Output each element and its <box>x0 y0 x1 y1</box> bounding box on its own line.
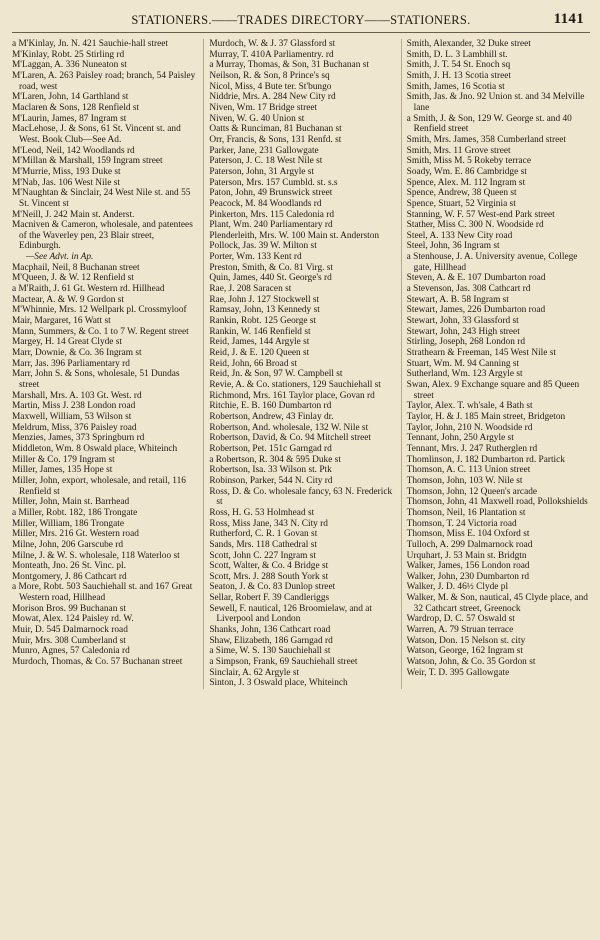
directory-entry: a Simpson, Frank, 69 Sauchiehall street <box>209 657 358 668</box>
directory-entry: Warren, A. 79 Struan terrace <box>406 625 514 636</box>
directory-entry: Swan, Alex. 9 Exchange square and 85 Queen street <box>406 380 580 401</box>
directory-entry: Niddrie, Mrs. A. 284 New City rd <box>209 92 336 103</box>
directory-entry: M'Laggan, A. 336 Nuneaton st <box>12 60 127 71</box>
directory-entry: Montgomery, J. 86 Cathcart rd <box>12 571 127 582</box>
directory-entry: Rae, John J. 127 Stockwell st <box>209 294 320 305</box>
directory-entry: Macniven & Cameron, wholesale, and patentees of the Waverley pen, 23 Blair street, Edinburgh. <box>12 220 193 252</box>
directory-entry: Morison Bros. 99 Buchanan st <box>12 603 126 614</box>
directory-entry: Stather, Miss C. 300 N. Woodside rd <box>406 220 544 231</box>
directory-entry: Robertson, David, & Co. 94 Mitchell street <box>209 433 372 444</box>
directory-entry: Preston, Smith, & Co. 81 Virg. st <box>209 262 334 273</box>
directory-entry: M'Neill, J. 242 Main st. Anderst. <box>12 209 135 220</box>
directory-entry: Miller, John, Main st. Barrhead <box>12 497 130 508</box>
directory-entry: Thomson, T. 24 Victoria road <box>406 518 517 529</box>
directory-entry: Robertson, Isa. 33 Wilson st. Ptk <box>209 465 332 476</box>
directory-entry: a Stevenson, Jas. 308 Cathcart rd <box>406 284 531 295</box>
directory-entry: Murray, T. 410A Parliamentry. rd <box>209 49 334 60</box>
directory-entry: Rankin, W. 146 Renfield st <box>209 326 311 337</box>
directory-entry: Stewart, John, 33 Glassford st <box>406 316 519 327</box>
directory-entry: Murdoch, W. & J. 37 Glassford st <box>209 39 336 49</box>
directory-entry: Miller, John, export, wholesale, and retail, 116 Renfield st <box>12 475 186 497</box>
directory-entry: Miller, William, 186 Trongate <box>12 518 124 529</box>
directory-entry: Wardrop, D. C. 57 Oswald st <box>406 614 515 625</box>
directory-entry: Reid, John, 66 Broad st <box>209 358 298 369</box>
directory-entry: Thomlinson, J. 182 Dumbarton rd. Partick <box>406 454 565 465</box>
directory-entry: Nicol, Miss, 4 Bute ter. St'bungo <box>209 81 332 92</box>
directory-entry: Mann, Summers, & Co. 1 to 7 W. Regent street <box>12 326 189 337</box>
directory-entry: Smith, Jas. & Jno. 92 Union st. and 34 Melville lane <box>406 92 585 113</box>
directory-entry: Rutherford, C. R. 1 Govan st <box>209 529 318 540</box>
directory-entry: Stuart, Wm. M. 94 Canning st <box>406 358 520 369</box>
directory-entry: Robertson, Pet. 151c Garngad rd <box>209 443 332 454</box>
directory-entry: a Sime, W. S. 130 Sauchiehall st <box>209 646 331 657</box>
directory-entry: Muir, D. 545 Dalmarnock road <box>12 625 128 636</box>
directory-entry: Reid, J. & E. 120 Queen st <box>209 348 310 359</box>
directory-entry: Margey, H. 14 Great Clyde st <box>12 337 123 348</box>
directory-entry: Muir, Mrs. 308 Cumberland st <box>12 635 126 646</box>
directory-entry: Ross, D. & Co. wholesale fancy, 63 N. Frederick st <box>209 486 393 508</box>
directory-entry: M'Naughtan & Sinclair, 24 West Nile st. and 55 St. Vincent st <box>12 188 191 209</box>
directory-entry: Stanning, W. F. 57 West-end Park street <box>406 209 555 220</box>
directory-entry: Taylor, H. & J. 185 Main street, Bridgeton <box>406 411 566 422</box>
directory-entry: Reid, James, 144 Argyle st <box>209 337 310 348</box>
directory-entry: Watson, Don. 15 Nelson st. city <box>406 635 526 646</box>
directory-entry: a M'Raith, J. 61 Gt. Western rd. Hillhead <box>12 284 165 295</box>
directory-entry: Murdoch, Thomas, & Co. 57 Buchanan street <box>12 657 183 668</box>
directory-entry: Thomson, John, 103 W. Nile st <box>406 475 523 486</box>
directory-entry: Weir, T. D. 395 Gallowgate <box>406 667 510 678</box>
directory-entry: Revie, A. & Co. stationers, 129 Sauchiehall st <box>209 380 381 390</box>
directory-entry: Walker, James, 156 London road <box>406 561 530 572</box>
directory-entry: Miller, James, 135 Hope st <box>12 465 113 476</box>
directory-entry: Munro, Agnes, 57 Caledonia rd <box>12 646 130 657</box>
directory-entry: M'Leod, Neil, 142 Woodlands rd <box>12 145 135 156</box>
directory-entry: Watson, George, 162 Ingram st <box>406 646 524 657</box>
directory-entry: Stewart, James, 226 Dumbarton road <box>406 305 546 316</box>
directory-entry: Spence, Alex. M. 112 Ingram st <box>406 177 526 188</box>
directory-entry: Mactear, A. & W. 9 Gordon st <box>12 294 124 305</box>
directory-entry: M'Kinlay, Robt. 25 Stirling rd <box>12 49 125 60</box>
directory-entry: Pollock, Jas. 39 W. Milton st <box>209 241 317 252</box>
directory-entry: Quin, James, 440 St. George's rd <box>209 273 332 284</box>
page-number: 1141 <box>553 11 584 27</box>
directory-entry: Thomson, John, 41 Maxwell road, Pollokshields <box>406 497 588 508</box>
directory-entry: Tennant, John, 250 Argyle st <box>406 433 514 444</box>
directory-entry: Spence, Stuart, 52 Virginia st <box>406 198 516 209</box>
directory-entry: Tulloch, A. 299 Dalmarnock road <box>406 539 533 550</box>
column-3 <box>401 39 590 689</box>
directory-entry: Seaton, J. & Co. 83 Dunlop street <box>209 582 336 593</box>
directory-entry: Miller & Co. 179 Ingram st <box>12 454 115 465</box>
page-header <box>12 10 590 33</box>
directory-entry: Porter, Wm. 133 Kent rd <box>209 252 302 263</box>
directory-entry: a More, Robt. 503 Sauchiehall st. and 167 Great Western road, Hillhead <box>12 582 193 604</box>
directory-entry: Paton, John, 49 Brunswick street <box>209 188 333 199</box>
directory-entry: Smith, James, 16 Scotia st <box>406 81 505 92</box>
directory-entry: Urquhart, J. 53 Main st. Bridgtn <box>406 550 527 561</box>
directory-entry: Robinson, Parker, 544 N. City rd <box>209 475 333 486</box>
directory-entry: Milne, J. & W. S. wholesale, 118 Waterloo st <box>12 550 180 561</box>
directory-entry: Tennant, Mrs. J. 247 Rutherglen rd <box>406 443 538 454</box>
directory-entry: a Stenhouse, J. A. University avenue, College gate, Hillhead <box>406 252 578 273</box>
directory-entry: Menzies, James, 373 Springburn rd <box>12 433 145 444</box>
directory-entry: Scott, Walter, & Co. 4 Bridge st <box>209 561 329 572</box>
directory-entry: Peacock, M. 84 Woodlands rd <box>209 198 322 209</box>
directory-entry: Spence, Andrew, 38 Queen st <box>406 188 517 199</box>
directory-entry: Mowat, Alex. 124 Paisley rd. W. <box>12 614 134 625</box>
directory-entry: Richmond, Mrs. 161 Taylor place, Govan rd <box>209 390 375 401</box>
directory-entry: Strathearn & Freeman, 145 West Nile st <box>406 348 556 359</box>
directory-entry: Thomson, Neil, 16 Plantation st <box>406 507 526 518</box>
directory-entry: Steel, John, 36 Ingram st <box>406 241 500 252</box>
directory-entry: Ritchie, E. B. 160 Dumbarton rd <box>209 401 332 412</box>
directory-entry: Shaw, Elizabeth, 186 Garngad rd <box>209 635 333 646</box>
directory-entry: Scott, Mrs. J. 288 South York st <box>209 571 329 582</box>
directory-entry: a Smith, J. & Son, 129 W. George st. and 40 Renfield street <box>406 113 572 135</box>
directory-entry: Shanks, John, 136 Cathcart road <box>209 625 331 636</box>
directory-entry: Oatts & Runciman, 81 Buchanan st <box>209 124 342 135</box>
directory-entry: Sellar, Robert F. 39 Candleriggs <box>209 593 330 604</box>
directory-entry: Monteath, Jno. 26 St. Vinc. pl. <box>12 561 126 572</box>
directory-entry: Martin, Miss J. 238 London road <box>12 401 136 412</box>
directory-entry: Rankin, Robt. 125 George st <box>209 316 317 327</box>
directory-entry: M'Queen, J. & W. 12 Renfield st <box>12 273 134 284</box>
directory-entry: Sinton, J. 3 Oswald place, Whiteinch <box>209 678 348 689</box>
directory-entry: Miller, Mrs. 216 Gt. Western road <box>12 529 139 540</box>
directory-entry: Sutherland, Wm. 123 Argyle st <box>406 369 523 380</box>
directory-entry: Sewell, F. nautical, 126 Broomielaw, and at Liverpool and London <box>209 603 372 625</box>
directory-entry: MacLehose, J. & Sons, 61 St. Vincent st. and West. Book Club—See Ad. <box>12 124 181 145</box>
directory-entry: Smith, Miss M. 5 Rokeby terrace <box>406 156 531 167</box>
directory-entry: Ramsay, John, 13 Kennedy st <box>209 305 320 316</box>
directory-entry: Reid, Jn. & Son, 97 W. Campbell st <box>209 369 343 380</box>
directory-entry: Neilson, R. & Son, 8 Prince's sq <box>209 70 330 81</box>
directory-entry: Marr, Downie, & Co. 36 Ingram st <box>12 348 142 359</box>
directory-entry: —See Advt. in Ap. <box>26 252 94 263</box>
directory-entry: Thomson, Miss E. 104 Oxford st <box>406 529 530 540</box>
directory-entry: a M'Kinlay, Jn. N. 421 Sauchie-hall street <box>12 39 168 49</box>
directory-entry: Milne, John, 206 Garscube rd <box>12 539 124 550</box>
directory-entry: Marshall, Mrs. A. 103 Gt. West. rd <box>12 390 142 401</box>
directory-entry: M'Laurin, James, 87 Ingram st <box>12 113 127 124</box>
directory-entry: Taylor, John, 210 N. Woodside rd <box>406 422 533 433</box>
directory-entry: Walker, John, 230 Dumbarton rd <box>406 571 530 582</box>
directory-entry: Stewart, John, 243 High street <box>406 326 520 337</box>
directory-entry: Thomson, A. C. 113 Union street <box>406 465 531 476</box>
directory-entry: Smith, Alexander, 32 Duke street <box>406 39 531 49</box>
directory-entry: Niven, W. G. 40 Union st <box>209 113 305 124</box>
directory-entry: Steven, A. & E. 107 Dumbarton road <box>406 273 546 284</box>
directory-entry: Macphail, Neil, 8 Buchanan street <box>12 262 140 273</box>
directory-entry: Plant, Wm. 240 Parliamentary rd <box>209 220 333 231</box>
directory-entry: Pinkerton, Mrs. 115 Caledonia rd <box>209 209 335 220</box>
directory-entry: Rae, J. 208 Saracen st <box>209 284 292 295</box>
column-1 <box>12 39 195 689</box>
directory-entry: M'Whinnie, Mrs. 12 Wellpark pl. Crossmyloof <box>12 305 187 316</box>
directory-entry: Maclaren & Sons, 128 Renfield st <box>12 102 140 113</box>
directory-entry: Walker, M. & Son, nautical, 45 Clyde place, and 32 Cathcart street, Greenock <box>406 593 588 614</box>
directory-entry: Smith, Mrs. 11 Grove street <box>406 145 511 156</box>
directory-entry: Maxwell, William, 53 Wilson st <box>12 411 132 422</box>
directory-entry: Walker, J. D. 46½ Clyde pl <box>406 582 509 593</box>
directory-entry: Niven, Wm. 17 Bridge street <box>209 102 318 113</box>
directory-entry: Smith, Mrs. James, 358 Cumberland street <box>406 134 567 145</box>
directory-entry: Marr, Jas. 396 Parliamentary rd <box>12 358 130 369</box>
directory-entry: Ross, Miss Jane, 343 N. City rd <box>209 518 328 529</box>
directory-entry: a Murray, Thomas, & Son, 31 Buchanan st <box>209 60 369 71</box>
directory-entry: Parker, Jane, 231 Gallowgate <box>209 145 319 156</box>
running-title: STATIONERS.——TRADES DIRECTORY——STATIONERS. <box>131 13 471 27</box>
directory-entry: M'Laren, A. 263 Paisley road; branch, 54 Paisley road, west <box>12 70 196 92</box>
directory-entry: Steel, A. 133 New City road <box>406 230 513 241</box>
directory-entry: a Robertson, R. 304 & 595 Duke st <box>209 454 341 465</box>
directory-entry: Sinclair, A. 62 Argyle st <box>209 667 300 678</box>
directory-columns <box>12 39 590 689</box>
directory-entry: Scott, John C. 227 Ingram st <box>209 550 317 561</box>
directory-entry: Plenderleith, Mrs. W. 100 Main st. Anderston <box>209 230 380 241</box>
directory-entry: M'Nab, Jas. 106 West Nile st <box>12 177 120 188</box>
directory-entry: Robertson, And. wholesale, 132 W. Nile st <box>209 422 369 433</box>
directory-entry: Smith, J. T. 54 St. Enoch sq <box>406 60 511 71</box>
directory-entry: Robertson, Andrew, 43 Finlay dr. <box>209 411 334 422</box>
directory-entry: Soady, Wm. E. 86 Cambridge st <box>406 166 527 177</box>
directory-entry: Thomson, John, 12 Queen's arcade <box>406 486 538 497</box>
directory-entry: M'Laren, John, 14 Garthland st <box>12 92 129 103</box>
directory-entry: Paterson, J. C. 18 West Nile st <box>209 156 323 167</box>
directory-entry: a Miller, Robt. 182, 186 Trongate <box>12 507 138 518</box>
directory-entry: Stirling, Joseph, 268 London rd <box>406 337 526 348</box>
directory-entry: M'Millan & Marshall, 159 Ingram street <box>12 156 163 167</box>
directory-entry: Smith, J. H. 13 Scotia street <box>406 70 511 81</box>
directory-entry: Paterson, John, 31 Argyle st <box>209 166 315 177</box>
column-2 <box>203 39 392 689</box>
directory-entry: Mair, Margaret, 16 Watt st <box>12 316 111 327</box>
directory-entry: Taylor, Alex. T. wh'sale, 4 Bath st <box>406 401 533 412</box>
directory-entry: Paterson, Mrs. 157 Cumbld. st. s.s <box>209 177 338 188</box>
directory-entry: Watson, John, & Co. 35 Gordon st <box>406 657 536 668</box>
directory-entry: Middleton, Wm. 8 Oswald place, Whiteinch <box>12 443 178 454</box>
directory-entry: Sands, Mrs. 118 Cathedral st <box>209 539 317 550</box>
directory-entry: Meldrum, Miss, 376 Paisley road <box>12 422 137 433</box>
directory-entry: Smith, D. L. 3 Lambhill st. <box>406 49 508 60</box>
directory-entry: Stewart, A. B. 58 Ingram st <box>406 294 509 305</box>
directory-entry: Orr, Francis, & Sons, 131 Renfd. st <box>209 134 342 145</box>
directory-entry: M'Murrie, Miss, 193 Duke st <box>12 166 121 177</box>
directory-entry: Ross, H. G. 53 Holmhead st <box>209 507 315 518</box>
directory-entry: Marr, John S. & Sons, wholesale, 51 Dundas street <box>12 369 180 390</box>
